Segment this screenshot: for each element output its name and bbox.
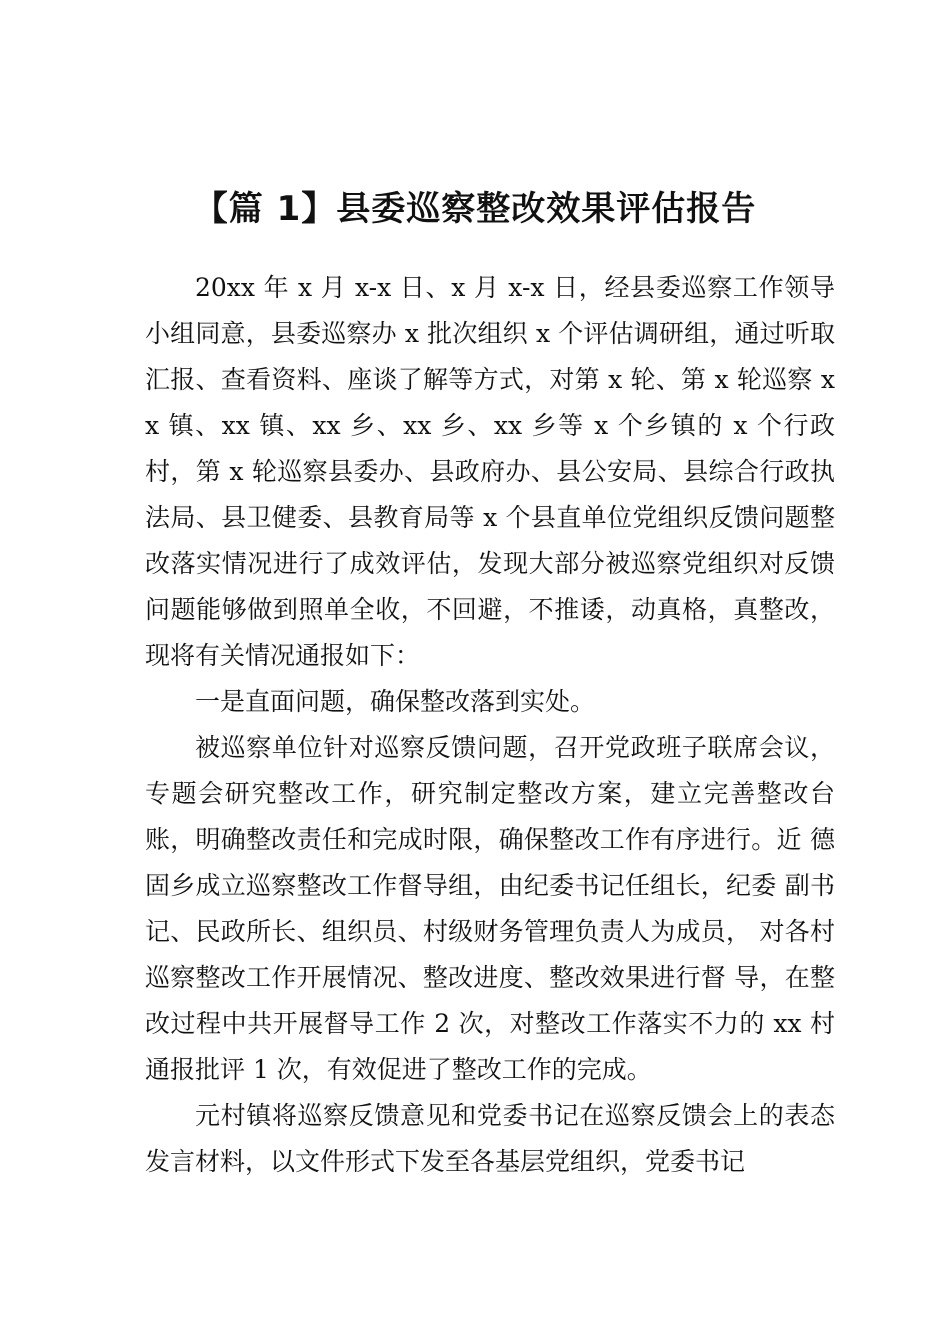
document-body bbox=[145, 265, 835, 1185]
rectification-paragraph: 被巡察单位针对巡察反馈问题，召开党政班子联席会议，专题会研究整改工作，研究制定整改方案，建立完善整改台账，明确整改责任和完成时限，确保整改工作有序进行。近 德固乡成立巡察整改工作督导组，由纪委书记任组长，纪委 副书记、民政所长、组织员、村级财务管理负责人为成员， 对各村巡察整改工作开展情况、整改进度、整改效果进行督 导，在整改过程中共开展督导工作 2 次，对整改工作落实不力的 xx 村通报批评 1 次，有效促进了整改工作的完成。 bbox=[145, 733, 835, 1084]
document-title: 【篇 1】县委巡察整改效果评估报告 bbox=[193, 189, 757, 229]
intro-paragraph: 20xx 年 x 月 x-x 日、x 月 x-x 日，经县委巡察工作领导小组同意，县委巡察办 x 批次组织 x 个评估调研组，通过听取汇报、查看资料、座谈了解等方式，对第 x 轮、第 x 轮巡察 xx 镇、xx 镇、xx 乡、xx 乡、xx 乡等 x 个乡镇的 x 个行政村，第 x 轮巡察县委办、县政府办、县公安局、县综合行政执法局、县卫健委、县教育局等 x 个县直单位党组织反馈问题整改落实情况进行了成效评估，发现大部分被巡察党组织对反馈问题能够做到照单全收，不回避，不推诿，动真格，真整改，现将有关情况通报如下： bbox=[145, 273, 835, 670]
section-heading-paragraph: 一是直面问题，确保整改落到实处。 bbox=[195, 687, 596, 716]
yuancun-paragraph: 元村镇将巡察反馈意见和党委书记在巡察反馈会上的表态发言材料，以文件形式下发至各基层党组织，党委书记 bbox=[145, 1101, 835, 1176]
